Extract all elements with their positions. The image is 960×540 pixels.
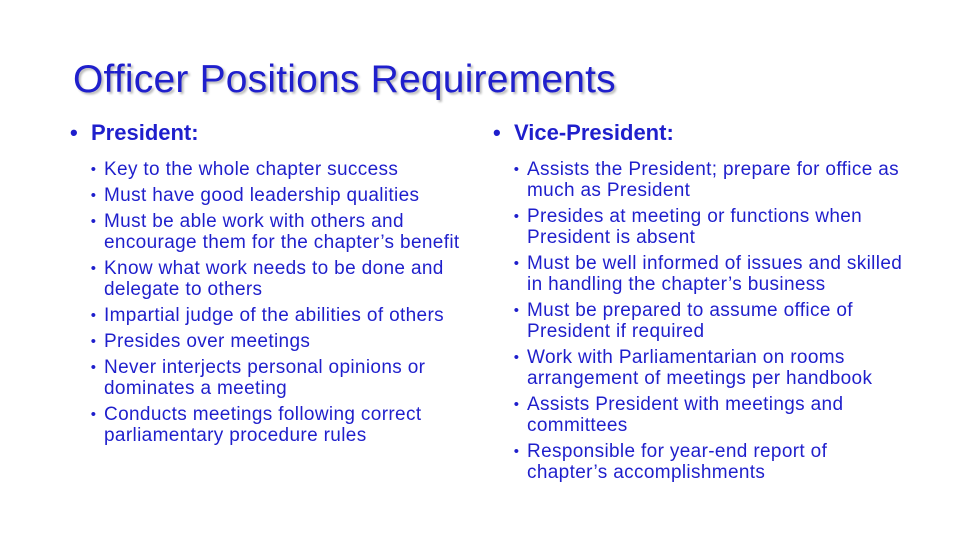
list-item: • Responsible for year-end report of chapter’s accomplishments: [493, 441, 903, 483]
list-item: • Presides over meetings: [70, 331, 470, 352]
vice-president-heading-label: Vice-President:: [514, 120, 674, 145]
president-heading: [70, 120, 470, 146]
bullet-icon: •: [90, 333, 97, 350]
vice-president-column: [493, 120, 903, 488]
bullet-icon: •: [90, 260, 97, 277]
bullet-icon: •: [513, 208, 520, 225]
bullet-icon: •: [90, 161, 97, 178]
bullet-icon: •: [90, 307, 97, 324]
bullet-icon: •: [513, 302, 520, 319]
list-item: • Presides at meeting or functions when President is absent: [493, 206, 903, 248]
bullet-icon: •: [513, 396, 520, 413]
bullet-icon: •: [90, 213, 97, 230]
list-item: • Impartial judge of the abilities of others: [70, 305, 470, 326]
slide-title: Officer Positions Requirements: [73, 58, 616, 101]
list-item: • Must be well informed of issues and skilled in handling the chapter’s business: [493, 253, 903, 295]
bullet-icon: •: [513, 255, 520, 272]
bullet-icon: •: [90, 406, 97, 423]
bullet-icon: •: [70, 120, 78, 145]
vice-president-heading: [493, 120, 903, 146]
list-item: • Know what work needs to be done and delegate to others: [70, 258, 470, 300]
list-item: • Never interjects personal opinions or dominates a meeting: [70, 357, 470, 399]
list-item: • Assists the President; prepare for office as much as President: [493, 159, 903, 201]
president-column: [70, 120, 470, 451]
list-item: • Must be prepared to assume office of President if required: [493, 300, 903, 342]
list-item: • Conducts meetings following correct parliamentary procedure rules: [70, 404, 470, 446]
bullet-icon: •: [513, 349, 520, 366]
list-item: • Assists President with meetings and committees: [493, 394, 903, 436]
bullet-icon: •: [513, 161, 520, 178]
bullet-icon: •: [513, 443, 520, 460]
president-duties-list: [70, 159, 470, 446]
list-item: • Work with Parliamentarian on rooms arrangement of meetings per handbook: [493, 347, 903, 389]
president-heading-label: President:: [91, 120, 199, 145]
bullet-icon: •: [90, 359, 97, 376]
list-item: • Key to the whole chapter success: [70, 159, 470, 180]
vice-president-duties-list: [493, 159, 903, 483]
list-item: • Must be able work with others and encourage them for the chapter’s benefit: [70, 211, 470, 253]
bullet-icon: •: [90, 187, 97, 204]
list-item: • Must have good leadership qualities: [70, 185, 470, 206]
bullet-icon: •: [493, 120, 501, 145]
